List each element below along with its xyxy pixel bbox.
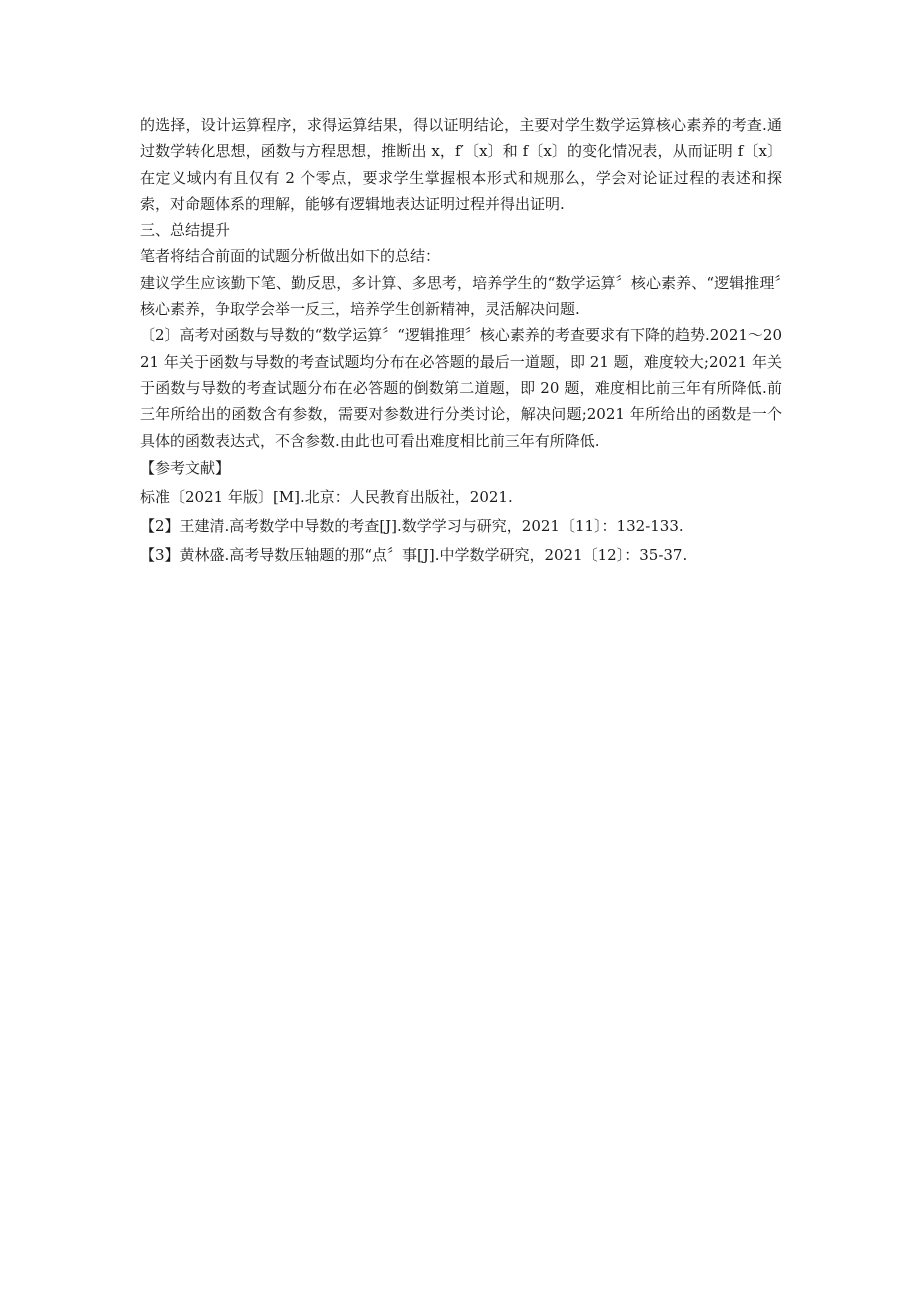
summary-intro: 笔者将结合前面的试题分析做出如下的总结： xyxy=(140,247,441,266)
paragraph-continuation: 的选择，设计运算程序，求得运算结果，得以证明结论，主要对学生数学运算核心素养的考查.通过数学转化思想，函数与方程思想，推断出 x，f′〔x〕和 f〔x〕的变化情况表，从而证明 f〔x〕在定义域内有且仅有 2 个零点，要求学生掌握根本形式和规那么，学会对论证过程的表述和探索，对命题体系的理解，能够有逻辑地表达证明过程并得出证明. xyxy=(140,116,782,213)
reference-item-3: 【3】黄林盛.高考导数压轴题的那“点〞事[J].中学数学研究，2021〔12〕：35-37. xyxy=(140,545,688,564)
summary-point-2: 〔2〕高考对函数与导数的“数学运算〞“逻辑推理〞核心素养的考查要求有下降的趋势.2021～2021 年关于函数与导数的考查试题均分布在必答题的最后一道题，即 21 题，难度较大;2021 年关于函数与导数的考查试题分布在必答题的倒数第二道题，即 20 题，难度相比前三年有所降低.前三年所给出的函数含有参数，需要对参数进行分类讨论，解决问题;2021 年所给出的函数是一个具体的函数表达式，不含参数.由此也可看出难度相比前三年有所降低. xyxy=(140,326,782,450)
section-heading: 三、总结提升 xyxy=(140,221,231,240)
document-page xyxy=(140,112,782,570)
references-heading: 【参考文献】 xyxy=(140,458,231,477)
reference-item-1: 标准〔2021 年版〕[M].北京：人民教育出版社，2021. xyxy=(140,487,513,506)
summary-point-1: 建议学生应该勤下笔、勤反思，多计算、多思考，培养学生的“数学运算〞核心素养、“逻辑推理〞核心素养，争取学会举一反三，培养学生创新精神，灵活解决问题. xyxy=(140,273,782,319)
reference-item-2: 【2】王建清.高考数学中导数的考查[J].数学学习与研究，2021〔11〕：132-133. xyxy=(140,516,684,535)
